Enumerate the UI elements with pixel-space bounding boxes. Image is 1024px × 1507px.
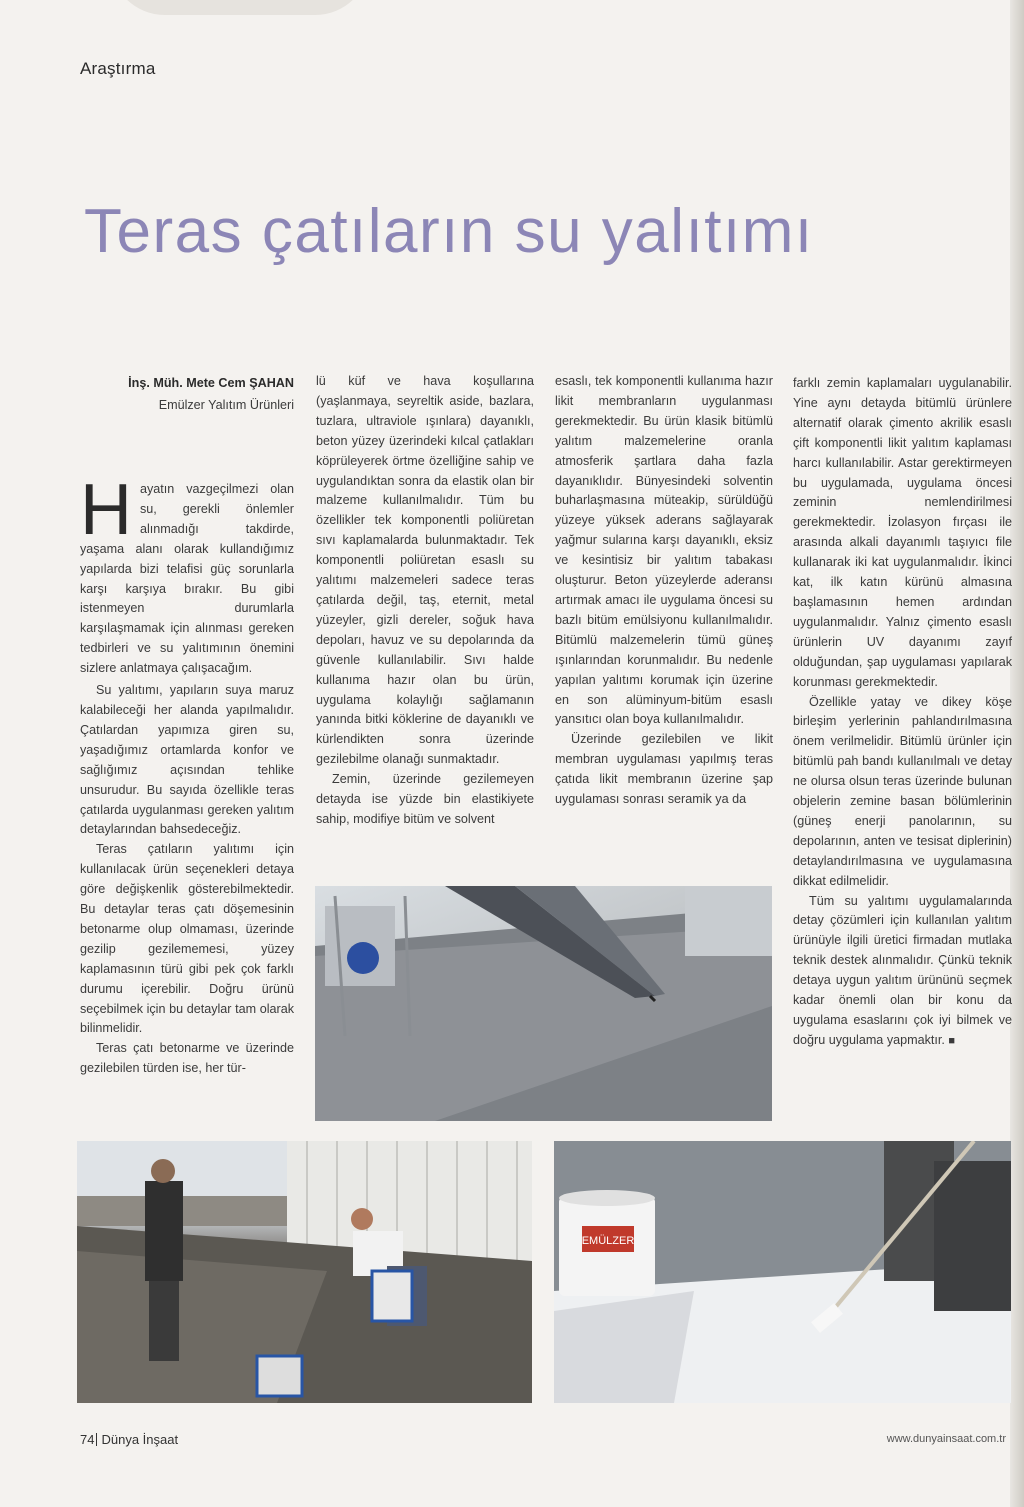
paragraph [80,470,294,679]
article-title: Teras çatıların su yalıtımı [84,197,814,266]
text-column-4 [793,374,1012,1052]
magazine-website: www.dunyainsaat.com.tr [886,1433,1006,1445]
workers-coating-roof-photo [77,1141,532,1403]
text-column-1 [80,372,294,1079]
author-name: İnş. Müh. Mete Cem ŞAHAN [128,376,294,390]
end-mark: ■ [948,1034,956,1047]
rooftop-solar-illustration [315,886,772,1121]
magazine-name: Dünya İnşaat [101,1432,179,1447]
paragraph: Üzerinde gezilebilen ve likit membran uygulaması yapılmış teras çatıda likit membranın üzerine şap uygulaması sonrası seramik ya da [555,732,773,807]
paragraph: Teras çatı betonarme ve üzerinde gezilebilen türden ise, her tür- [80,1041,294,1076]
top-decorative-arc [110,0,370,15]
paragraph-text: Tüm su yalıtımı uygulamalarında detay çözümleri için kullanılan yalıtım ürünüyle ilgili üretici firmadan mutlaka teknik destek alınmalıdır. Çünkü teknik detaya uygun yalıtım ürününü seçmek kadar önemli olan bir konu da uygulama esaslarını çok iyi bilmek ve doğru uygulama yapmaktır. [793,893,1012,1047]
text-column-3 [555,372,773,810]
paragraph: Özellikle yatay ve dikey köşe birleşim yerlerinin pahlandırılmasına önem verilmelidir. Bitümlü ürünler için bitümlü pah bandı kullanılmalı ve detay ne olursa olsun teras üzerinde bulunan objelerin zemine basan bölümlerinin (güneş enerji panolarının, su depolarının, anten ve tesisat diplerinin) detaylandırılmasına ve uygulamasına dikkat edilmelidir. [793,694,1012,888]
drop-cap: H [80,470,132,550]
page-number: 74 [80,1432,95,1447]
footer-page-info [80,1432,178,1447]
paragraph: Su yalıtımı, yapıların suya maruz kalabileceği her alanda yapılmalıdır. Çatılardan yapımıza giren su, yaşadığımız ortamlarda konfor ve sağlığımız açısından tehlike unsurudur. Bu sayıda özellikle teras çatılarda uygulanması gereken yalıtım detaylarından bahsedeceğiz. [80,683,294,837]
white-coating-brush-photo [554,1141,1011,1403]
paragraph: farklı zemin kaplamaları uygulanabilir. Yine aynı detayda bitümlü ürünlere alternatif olarak çimento akrilik esaslı çift komponentli likit yalıtım kaplaması harcı kullanılabilir. Astar gerektirmeyen bu uygulamada, uygulama öncesi zeminin nemlendirilmesi gerekmektedir. İzolasyon fırçası ile arasında alkali dayanımlı taşıyıcı file kullanarak iki kat uygulanmalıdır. İkinci kat, ilk katın kürünü almasına başlamasının hemen ardından uygulanmalıdır. Yalnız çimento esaslı ürünlerin UV dayanımı zayıf olduğundan, şap uygulaması yapılarak korunması gerekmektedir. [793,376,1012,689]
rooftop-solar-panel-photo [315,886,772,1121]
paragraph: Zemin, üzerinde gezilemeyen detayda ise yüzde bin elastikiyete sahip, modifiye bitüm ve solvent [316,772,534,826]
bucket-label: EMÜLZER [581,1235,635,1247]
text-column-2 [316,372,534,830]
paragraph: Teras çatıların yalıtımı için kullanılacak ürün seçenekleri detaya göre değişkenlik gösterebilmektedir. Bu detaylar teras çatı döşemesinin betonarme olup olmaması, üzerinde gezilip gezilememesi, yüzey kaplamasının türü gibi pek çok farklı durumu içerebilir. Doğru ürünü seçebilmek için bu detaylar tam olarak bilinmelidir. [80,842,294,1036]
paragraph: lü küf ve hava koşullarına (yaşlanmaya, seyreltik aside, bazlara, tuzlara, ultraviole ışınlara) dayanıklı, beton yüzey üzerindeki kılcal çatlakları köprüleyerek örtme özelliğine sahip ve uygulandıktan sonra da elastik olan bir malzeme kullanılmalıdır. Tüm bu özellikler tek komponentli poliüretan sıvı kaplamalarda bulunmaktadır. Tek komponentli poliüretan esaslı su yalıtımı malzemeleri sadece teras çatılarda değil, taş, eternit, metal yüzeyler, gizli dereler, soğuk hava depoları, havuz ve su depolarında da güvenle kullanılabilir. Sıvı halde kullanıma hazır olan bu ürün, uygulama kolaylığı sağlamanın yanında bitki köklerine de dayanıklı ve kürlendikten sonra üzerinde gezilebilme olanağı sunmaktadır. [316,374,534,767]
section-label: Araştırma [80,59,156,78]
paragraph: esaslı, tek komponentli kullanıma hazır likit membranların uygulanması gerekmektedir. Bu ürün klasik bitümlü yalıtım malzemelerine oranla atmosferik şartlara daha fazla dayanıklıdır. Bünyesindeki solventin buharlaşmasına müteakip, sürüldüğü yüzeye yüksek aderans sağlayarak yağmur sularına karşı dayanıklı, eksiz ve kesintisiz bir yalıtım tabakası oluşturur. Beton yüzeylerde aderansı artırmak amacı ile uygulama öncesi su bazlı bitüm emülsiyonu kullanılmalıdır. Bitümlü malzemelerin tümü güneş ışınlarından korunmalıdır. Bu nedenle yapılan yalıtımı korumak için üzerine en son alüminyum-bitüm esaslı yansıtıcı olan boya kullanılmalıdır. [555,374,773,727]
author-affiliation: Emülzer Yalıtım Ürünleri [158,398,294,412]
paragraph-text: ayatın vazgeçilmezi olan su, gerekli önlemler alınmadığı takdirde, yaşama alanı olarak kullandığımız yapılarda bizi telafisi güç sorunlarla karşı karşıya bırakır. Bu gibi istenmeyen durumlarla karşılaşmamak için alınması gereken tedbirleri ve su yalıtımının önemini sizlere anlatmaya çalışacağım. [80,482,294,676]
paragraph [793,892,1012,1052]
author-block [80,372,294,416]
footer-divider [96,1433,97,1446]
brush-coating-illustration [554,1141,1011,1403]
workers-illustration [77,1141,532,1403]
page-edge-shadow [1010,0,1024,1507]
